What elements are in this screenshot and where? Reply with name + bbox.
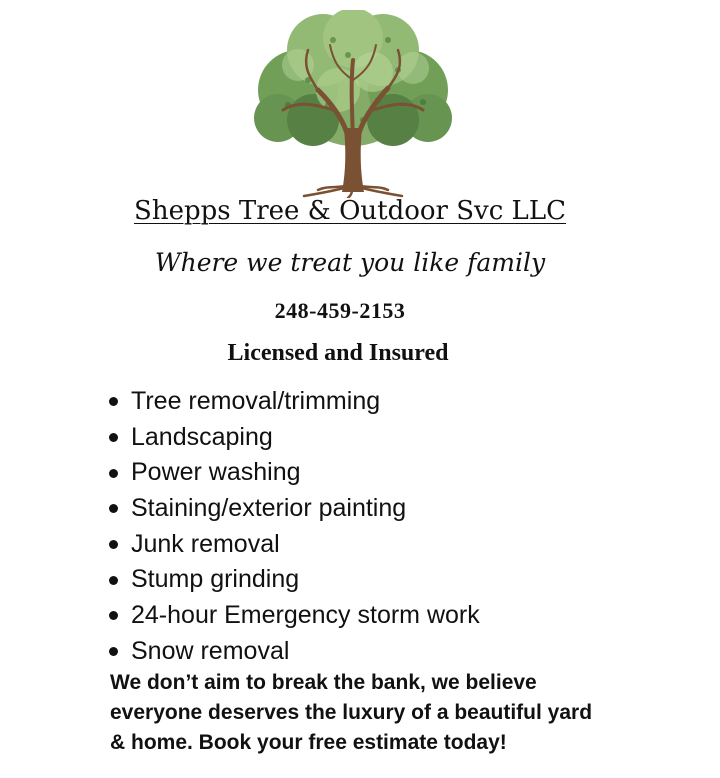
service-label: Tree removal/trimming [131, 387, 381, 415]
service-item [108, 384, 480, 420]
tree-logo [238, 10, 468, 198]
bullet-icon [109, 433, 118, 442]
service-label: Staining/exterior painting [131, 494, 407, 523]
phone-number[interactable]: 248-459-2153 [274, 298, 406, 323]
service-label: Power washing [131, 458, 301, 487]
bullet-icon [109, 611, 118, 620]
service-label: Stump grinding [131, 565, 300, 594]
service-label: Landscaping [131, 422, 273, 451]
service-label: Junk removal [131, 529, 280, 558]
business-name: Shepps Tree & Outdoor Svc LLC [134, 196, 566, 226]
service-item [108, 455, 480, 491]
bullet-icon [109, 469, 118, 478]
services-list [108, 384, 480, 670]
closing-line: We don’t aim to break the bank, we believe [110, 671, 537, 694]
tagline: Where we treat you like family [154, 248, 546, 277]
bullet-icon [109, 540, 118, 549]
service-item [108, 527, 480, 563]
service-item [108, 598, 480, 634]
bullet-icon [109, 576, 118, 585]
service-item [108, 634, 480, 670]
service-label: 24-hour Emergency storm work [131, 601, 480, 630]
licensed-insured-heading: Licensed and Insured [227, 340, 449, 366]
closing-statement [110, 668, 670, 758]
bullet-icon [109, 647, 118, 656]
service-item [108, 491, 480, 527]
closing-line: & home. Book your free estimate today! [110, 731, 507, 754]
service-label: Snow removal [131, 636, 290, 665]
service-item [108, 420, 480, 456]
closing-line: everyone deserves the luxury of a beautiful yard [110, 701, 593, 724]
bullet-icon [109, 397, 118, 406]
tree-icon [238, 10, 468, 198]
service-item [108, 562, 480, 598]
bullet-icon [109, 504, 118, 513]
